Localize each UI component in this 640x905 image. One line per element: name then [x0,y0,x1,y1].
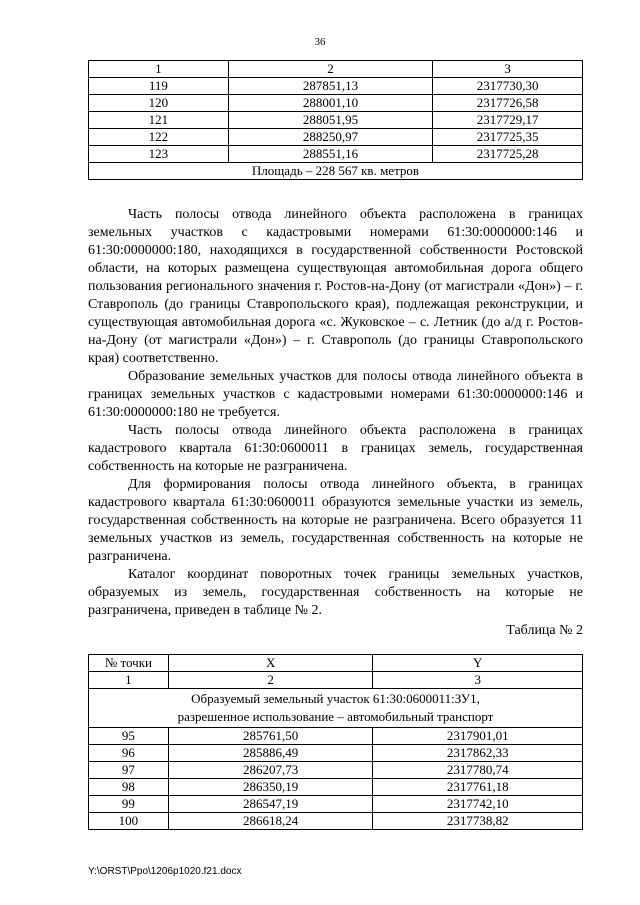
x-coordinate: 286547,19 [168,796,373,813]
y-coordinate: 2317761,18 [373,779,583,796]
header-cell-y: Y [373,655,583,672]
point-number: 96 [89,745,169,762]
table-row [89,129,583,146]
paragraph: Часть полосы отвода линейного объекта расположена в границах кадастрового квартала 61:30:0600011 в границах земель, государственная собственность на которые не разграничена. [88,423,583,474]
table-row [89,779,583,796]
table-row [89,112,583,129]
header-cell-point: № точки [89,655,169,672]
area-total: Площадь – 228 567 кв. метров [89,163,583,180]
header-cell: 2 [228,61,433,78]
section-title [89,689,583,728]
x-coordinate: 286207,73 [168,762,373,779]
y-coordinate: 2317780,74 [373,762,583,779]
coordinates-table-continued [88,60,583,180]
header-cell: 1 [89,61,229,78]
point-number: 98 [89,779,169,796]
table-row [89,95,583,112]
x-coordinate: 288250,97 [228,129,433,146]
header-cell-x: X [168,655,373,672]
y-coordinate: 2317901,01 [373,728,583,745]
table-row [89,762,583,779]
section-title-line: Образуемый земельный участок 61:30:0600011:ЗУ1, [191,691,480,706]
point-number: 120 [89,95,229,112]
point-number: 122 [89,129,229,146]
paragraph: Часть полосы отвода линейного объекта расположена в границах земельных участков с кадастровыми номерами 61:30:0000000:146 и 61:30:0000000:180, находящихся в государственной собственности Ростовской области, на которых размещена существующая автомобильная дорога общего пользования регионального значения г. Ростов-на-Дону (от магистрали «Дон») – г. Ставрополь (до границы Ставропольского края), подлежащая реконструкции, и существующая автомобильная дорога «с. Жуковское – с. Летник (до а/д г. Ростов-на-Дону (от магистрали «Дон») – г. Ставрополь (до границы Ставропольского края) соответственно. [88,207,583,366]
column-number: 2 [168,672,373,689]
y-coordinate: 2317730,30 [433,78,583,95]
table-row [89,745,583,762]
y-coordinate: 2317726,58 [433,95,583,112]
point-number: 121 [89,112,229,129]
y-coordinate: 2317738,82 [373,813,583,830]
point-number: 99 [89,796,169,813]
coordinates-table-2 [88,654,583,830]
table-row [89,728,583,745]
y-coordinate: 2317862,33 [373,745,583,762]
x-coordinate: 285761,50 [168,728,373,745]
point-number: 123 [89,146,229,163]
x-coordinate: 288051,95 [228,112,433,129]
point-number: 100 [89,813,169,830]
paragraph: Образование земельных участков для полосы отвода линейного объекта в границах земельных участков с кадастровыми номерами 61:30:0000000:146 и 61:30:0000000:180 не требуется. [88,369,583,420]
x-coordinate: 288551,16 [228,146,433,163]
paragraph: Каталог координат поворотных точек границы земельных участков, образуемых из земель, государственная собственность на которые не разграничена, приведен в таблице № 2. [88,567,583,618]
x-coordinate: 285886,49 [168,745,373,762]
y-coordinate: 2317725,35 [433,129,583,146]
point-number: 95 [89,728,169,745]
table-caption: Таблица № 2 [506,623,583,638]
point-number: 119 [89,78,229,95]
x-coordinate: 286618,24 [168,813,373,830]
y-coordinate: 2317729,17 [433,112,583,129]
file-path-footer: Y:\ORST\Ppo\1206p1020.f21.docx [88,866,242,877]
body-text [88,206,583,620]
table-header-row [89,61,583,78]
column-number: 1 [89,672,169,689]
x-coordinate: 288001,10 [228,95,433,112]
area-row [89,163,583,180]
paragraph: Для формирования полосы отвода линейного объекта, в границах кадастрового квартала 61:30:0600011 образуются земельные участки из земель, государственная собственность на которые не разграничена. Всего образуется 11 земельных участков из земель, государственная собственность на которые не разграничена. [88,477,583,564]
column-number: 3 [373,672,583,689]
y-coordinate: 2317725,28 [433,146,583,163]
table-row [89,796,583,813]
table-header-row [89,655,583,672]
point-number: 97 [89,762,169,779]
section-row [89,689,583,728]
table-row [89,78,583,95]
y-coordinate: 2317742,10 [373,796,583,813]
x-coordinate: 287851,13 [228,78,433,95]
section-title-line: разрешенное использование – автомобильный транспорт [177,709,494,724]
table-row [89,146,583,163]
page-number: 36 [314,36,326,48]
table-row [89,813,583,830]
header-cell: 3 [433,61,583,78]
x-coordinate: 286350,19 [168,779,373,796]
column-number-row [89,672,583,689]
